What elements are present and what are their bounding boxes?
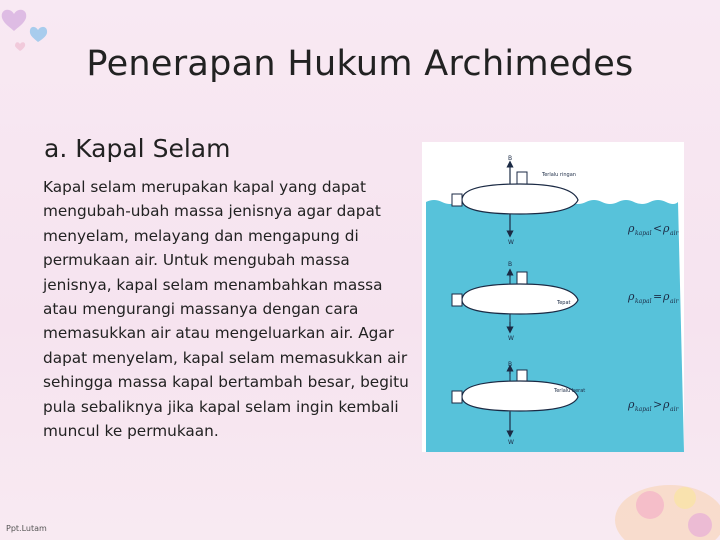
buoyancy-label-1: B — [508, 155, 513, 162]
weight-label-3: W — [508, 439, 514, 446]
relation-operator: = — [653, 290, 663, 303]
state-label-floating: Terlalu ringan — [542, 172, 576, 178]
weight-label-1: W — [508, 239, 514, 246]
sub-air: air — [670, 406, 679, 413]
sub-kapal: kapal — [635, 230, 652, 237]
state-label-hovering: Tepat — [557, 300, 571, 306]
rho-air: ρ — [663, 222, 670, 235]
section-heading: a. Kapal Selam — [44, 134, 231, 163]
submarine-diagram-svg — [422, 142, 684, 452]
rho-kapal: ρ — [628, 222, 635, 235]
submarine-diagram — [422, 142, 684, 452]
body-paragraph: Kapal selam merupakan kapal yang dapat mengubah-ubah massa jenisnya agar dapat menyelam, melayang dan mengapung di permukaan air. Untuk mengubah massa jenisnya, kapal selam menambahkan massa atau mengurangi massanya dengan cara memasukkan air atau mengeluarkan air. Agar dapat menyelam, kapal selam memasukkan air sehingga massa kapal bertambah besar, begitu pula sebaliknya jika kapal selam ingin kembali muncul ke permukaan. — [43, 178, 409, 441]
rho-kapal: ρ — [628, 398, 635, 411]
sub-air: air — [670, 298, 679, 305]
flower-decoration-icon — [590, 450, 720, 540]
rho-air: ρ — [663, 290, 670, 303]
buoyancy-label-3: B — [508, 361, 513, 368]
rho-air: ρ — [663, 398, 670, 411]
watermark-text: Ppt.Lutam — [6, 524, 47, 533]
relation-operator: > — [653, 398, 663, 411]
sub-kapal: kapal — [635, 406, 652, 413]
slide-title: Penerapan Hukum Archimedes — [86, 44, 634, 84]
state-label-sinking: Terlalu berat — [554, 388, 586, 394]
rho-kapal: ρ — [628, 290, 635, 303]
sub-air: air — [670, 230, 679, 237]
weight-label-2: W — [508, 335, 514, 342]
relation-operator: < — [653, 222, 663, 235]
buoyancy-label-2: B — [508, 261, 513, 268]
water-region — [426, 200, 684, 452]
sub-kapal: kapal — [635, 298, 652, 305]
